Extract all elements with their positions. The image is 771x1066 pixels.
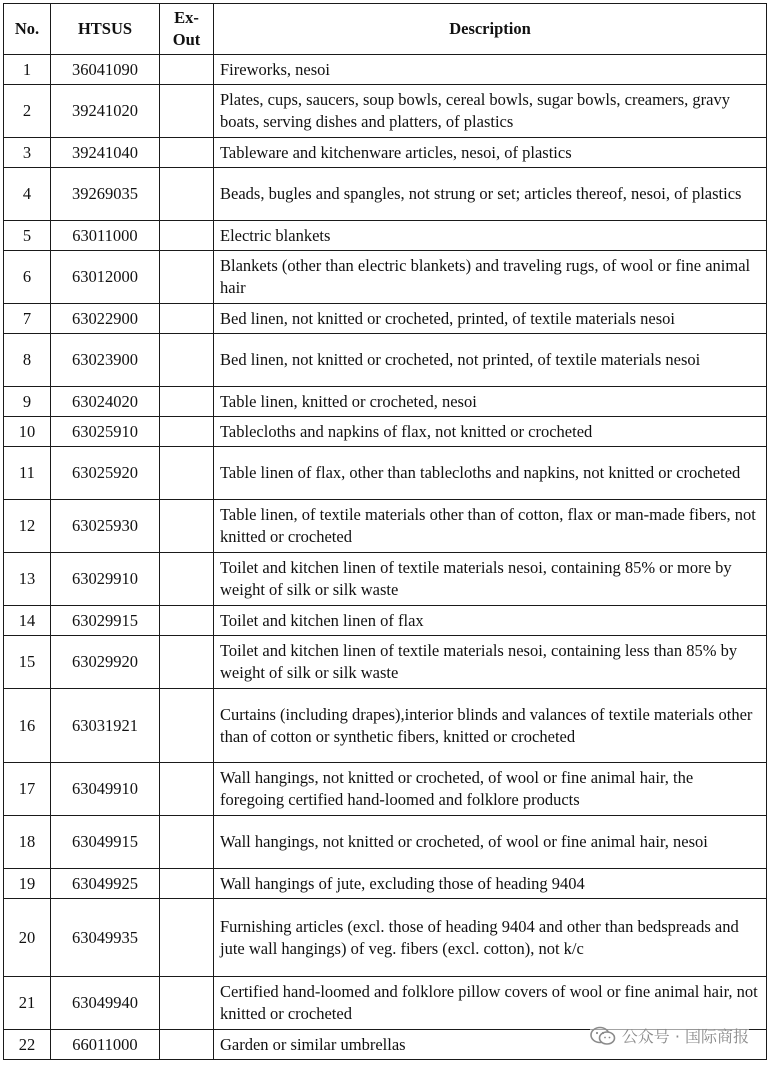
table-row: [4, 899, 767, 977]
htsus-code: 63012000: [51, 251, 160, 304]
description-cell: Bed linen, not knitted or crocheted, printed, of textile materials nesoi: [214, 304, 767, 334]
htsus-code: 63049915: [51, 816, 160, 869]
exout-cell: [160, 251, 214, 304]
htsus-code: 63011000: [51, 221, 160, 251]
htsus-code: 63025930: [51, 500, 160, 553]
description-cell: Beads, bugles and spangles, not strung or set; articles thereof, nesoi, of plastics: [214, 168, 767, 221]
header-description: Description: [214, 4, 767, 55]
exout-cell: [160, 500, 214, 553]
description-cell: Tablecloths and napkins of flax, not knitted or crocheted: [214, 417, 767, 447]
row-number: 8: [4, 334, 51, 387]
htsus-code: 39269035: [51, 168, 160, 221]
table-row: [4, 816, 767, 869]
exout-cell: [160, 168, 214, 221]
htsus-code: 36041090: [51, 55, 160, 85]
table-row: [4, 85, 767, 138]
watermark: [590, 1024, 749, 1047]
table-row: [4, 221, 767, 251]
exout-cell: [160, 636, 214, 689]
description-cell: Blankets (other than electric blankets) and traveling rugs, of wool or fine animal hair: [214, 251, 767, 304]
exout-cell: [160, 221, 214, 251]
row-number: 3: [4, 138, 51, 168]
table-row: [4, 763, 767, 816]
table-row: [4, 251, 767, 304]
table-header-row: [4, 4, 767, 55]
row-number: 6: [4, 251, 51, 304]
row-number: 22: [4, 1030, 51, 1060]
description-cell: Tableware and kitchenware articles, nesoi, of plastics: [214, 138, 767, 168]
row-number: 19: [4, 869, 51, 899]
table-row: [4, 447, 767, 500]
htsus-code: 63049935: [51, 899, 160, 977]
description-cell: Toilet and kitchen linen of textile materials nesoi, containing less than 85% by weight of silk or silk waste: [214, 636, 767, 689]
table-row: [4, 500, 767, 553]
description-cell: Furnishing articles (excl. those of heading 9404 and other than bedspreads and jute wall hangings) of veg. fibers (excl. cotton), not k/c: [214, 899, 767, 977]
exout-cell: [160, 1030, 214, 1060]
description-cell: Table linen, knitted or crocheted, nesoi: [214, 387, 767, 417]
row-number: 10: [4, 417, 51, 447]
htsus-code: 63022900: [51, 304, 160, 334]
table-row: [4, 168, 767, 221]
wechat-icon: [590, 1026, 616, 1046]
table-row: [4, 869, 767, 899]
table-row: [4, 689, 767, 763]
header-exout: Ex-Out: [160, 4, 214, 55]
description-cell: Plates, cups, saucers, soup bowls, cereal bowls, sugar bowls, creamers, gravy boats, serving dishes and platters, of plastics: [214, 85, 767, 138]
table-body: [4, 55, 767, 1060]
row-number: 1: [4, 55, 51, 85]
row-number: 16: [4, 689, 51, 763]
exout-cell: [160, 689, 214, 763]
htsus-code: 63031921: [51, 689, 160, 763]
htsus-code: 63025920: [51, 447, 160, 500]
row-number: 15: [4, 636, 51, 689]
row-number: 9: [4, 387, 51, 417]
table-row: [4, 606, 767, 636]
htsus-code: 39241020: [51, 85, 160, 138]
htsus-table: [3, 3, 767, 1060]
row-number: 20: [4, 899, 51, 977]
exout-cell: [160, 606, 214, 636]
table-row: [4, 553, 767, 606]
description-cell: Garden or similar umbrellas: [214, 1030, 767, 1060]
htsus-code: 63023900: [51, 334, 160, 387]
exout-cell: [160, 334, 214, 387]
description-cell: Bed linen, not knitted or crocheted, not printed, of textile materials nesoi: [214, 334, 767, 387]
htsus-code: 63024020: [51, 387, 160, 417]
description-cell: Electric blankets: [214, 221, 767, 251]
table-row: [4, 977, 767, 1030]
row-number: 18: [4, 816, 51, 869]
watermark-text: 公众号 · 国际商报: [621, 1027, 749, 1046]
table-row: [4, 304, 767, 334]
htsus-code: 63049940: [51, 977, 160, 1030]
table-row: [4, 55, 767, 85]
row-number: 11: [4, 447, 51, 500]
exout-cell: [160, 138, 214, 168]
htsus-code: 63049925: [51, 869, 160, 899]
htsus-code: 66011000: [51, 1030, 160, 1060]
exout-cell: [160, 553, 214, 606]
htsus-code: 63025910: [51, 417, 160, 447]
exout-cell: [160, 899, 214, 977]
row-number: 14: [4, 606, 51, 636]
table-row: [4, 387, 767, 417]
description-cell: Curtains (including drapes),interior blinds and valances of textile materials other than of cotton or synthetic fibers, knitted or crocheted: [214, 689, 767, 763]
htsus-code: 39241040: [51, 138, 160, 168]
exout-cell: [160, 304, 214, 334]
row-number: 7: [4, 304, 51, 334]
exout-cell: [160, 85, 214, 138]
header-htsus: HTSUS: [51, 4, 160, 55]
htsus-code: 63029915: [51, 606, 160, 636]
row-number: 5: [4, 221, 51, 251]
row-number: 2: [4, 85, 51, 138]
table-row: [4, 334, 767, 387]
exout-cell: [160, 55, 214, 85]
description-cell: Toilet and kitchen linen of textile materials nesoi, containing 85% or more by weight of silk or silk waste: [214, 553, 767, 606]
description-cell: Fireworks, nesoi: [214, 55, 767, 85]
row-number: 4: [4, 168, 51, 221]
header-no: No.: [4, 4, 51, 55]
description-cell: Table linen, of textile materials other than of cotton, flax or man-made fibers, not knitted or crocheted: [214, 500, 767, 553]
exout-cell: [160, 763, 214, 816]
table-row: [4, 138, 767, 168]
exout-cell: [160, 869, 214, 899]
htsus-code: 63029910: [51, 553, 160, 606]
row-number: 17: [4, 763, 51, 816]
exout-cell: [160, 417, 214, 447]
exout-cell: [160, 977, 214, 1030]
description-cell: Wall hangings of jute, excluding those of heading 9404: [214, 869, 767, 899]
description-cell: Wall hangings, not knitted or crocheted, of wool or fine animal hair, nesoi: [214, 816, 767, 869]
description-cell: Certified hand-loomed and folklore pillow covers of wool or fine animal hair, not knitted or crocheted: [214, 977, 767, 1030]
description-cell: Wall hangings, not knitted or crocheted, of wool or fine animal hair, the foregoing certified hand-loomed and folklore products: [214, 763, 767, 816]
table-row: [4, 417, 767, 447]
row-number: 12: [4, 500, 51, 553]
description-cell: Table linen of flax, other than tablecloths and napkins, not knitted or crocheted: [214, 447, 767, 500]
table-row: [4, 636, 767, 689]
exout-cell: [160, 387, 214, 417]
exout-cell: [160, 816, 214, 869]
description-cell: Toilet and kitchen linen of flax: [214, 606, 767, 636]
htsus-code: 63049910: [51, 763, 160, 816]
exout-cell: [160, 447, 214, 500]
htsus-code: 63029920: [51, 636, 160, 689]
row-number: 21: [4, 977, 51, 1030]
row-number: 13: [4, 553, 51, 606]
